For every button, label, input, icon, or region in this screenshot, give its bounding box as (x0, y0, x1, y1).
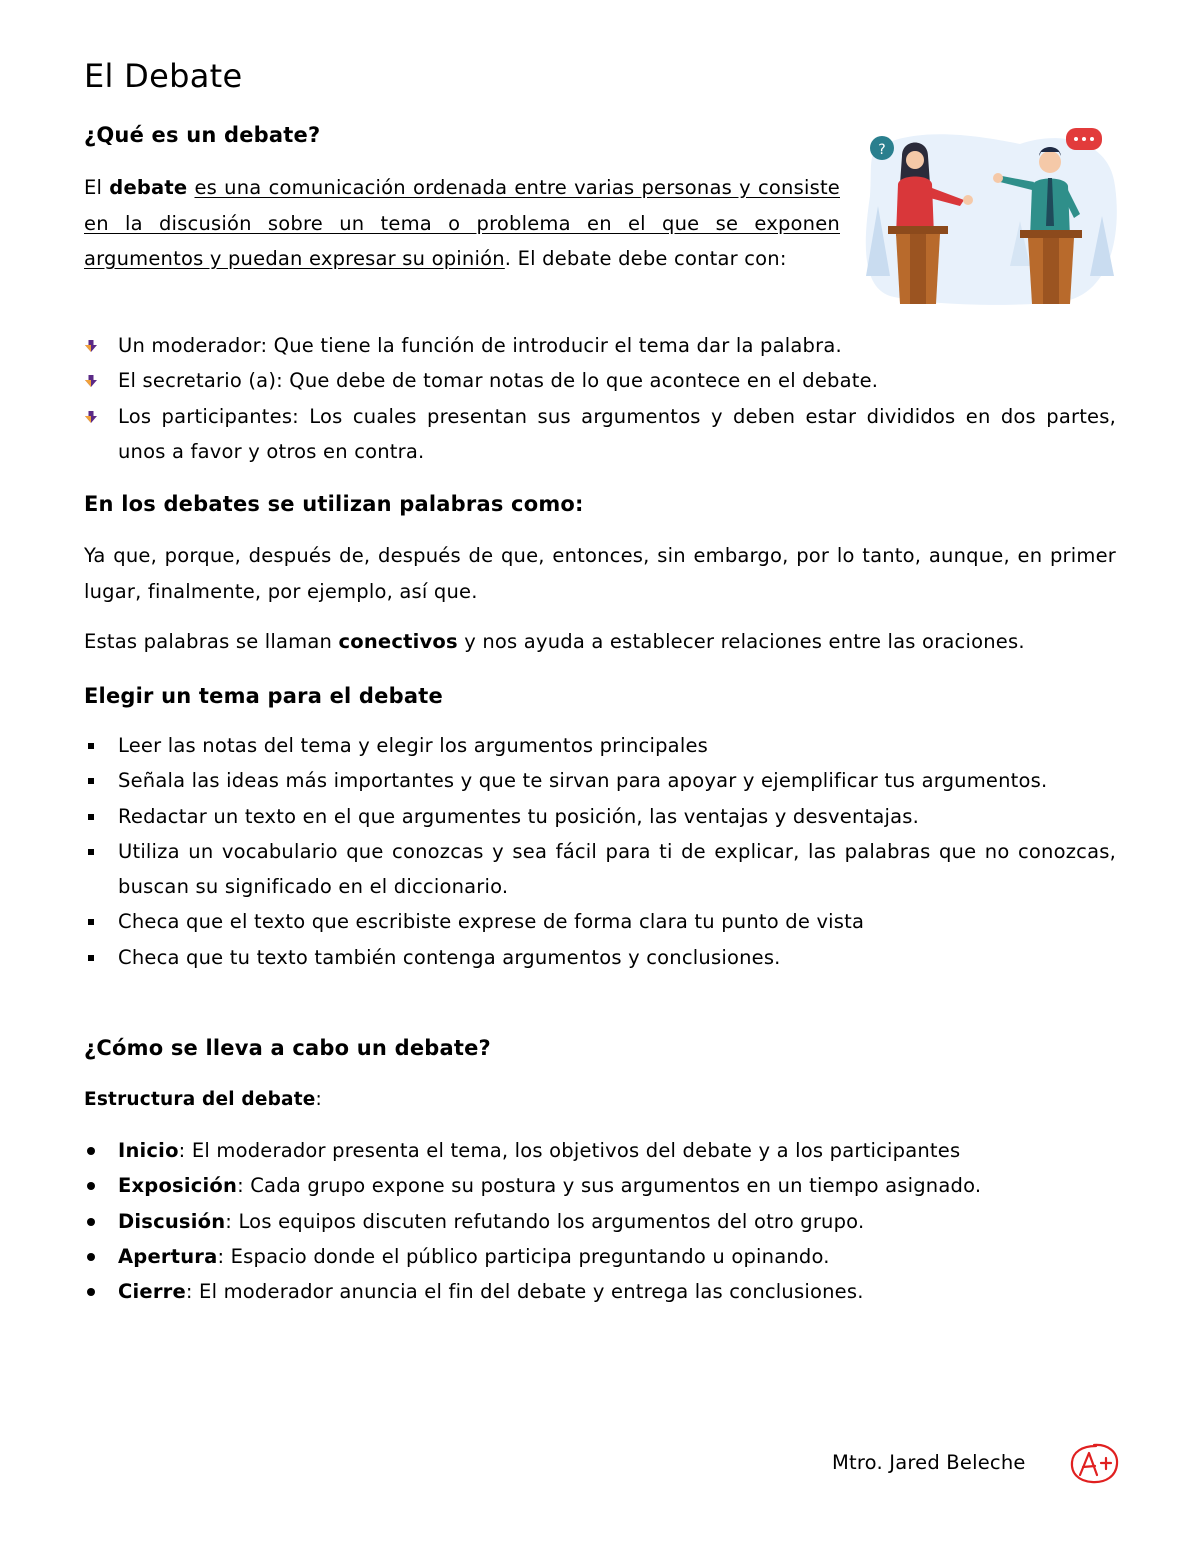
list-item-text: Leer las notas del tema y elegir los argumentos principales (118, 734, 709, 757)
list-item (84, 399, 1116, 470)
topic-steps-list (84, 728, 1116, 975)
intro-bold-word: debate (109, 176, 188, 199)
square-bullet-icon (84, 799, 104, 834)
square-bullet-icon (84, 728, 104, 763)
intro-text-start: El (84, 176, 110, 199)
square-bullet-icon (84, 940, 104, 975)
list-item (84, 1239, 1116, 1274)
section-heading-how-debate: ¿Cómo se lleva a cabo un debate? (84, 1036, 491, 1060)
intro-text-end: . El debate debe contar con: (504, 247, 787, 270)
square-bullet-icon (84, 834, 104, 869)
svg-text:?: ? (878, 142, 886, 158)
dot-bullet-icon (84, 1133, 104, 1168)
dot-bullet-icon (84, 1204, 104, 1239)
structure-text: : El moderador presenta el tema, los objetivos del debate y a los participantes (178, 1139, 961, 1162)
structure-term: Inicio (118, 1139, 179, 1162)
list-item (84, 904, 1116, 939)
connectives-note-end: y nos ayuda a establecer relaciones entre las oraciones. (457, 630, 1025, 653)
arrow-down-icon (84, 328, 104, 363)
intro-definition: es una comunicación ordenada entre varias personas y consiste en la discusión sobre un tema o problema en el que se exponen argumentos y puedan expresar su opinión (84, 176, 840, 270)
structure-subheading (84, 1082, 322, 1118)
list-item (84, 1133, 1116, 1168)
debate-illustration (860, 126, 1120, 306)
list-item-text: Checa que el texto que escribiste exprese de forma clara tu punto de vista (118, 910, 865, 934)
structure-subheading-text: Estructura del debate (84, 1089, 316, 1110)
structure-term: Discusión (118, 1209, 226, 1233)
dot-bullet-icon (84, 1239, 104, 1274)
list-item (84, 834, 1116, 905)
structure-term: Apertura (118, 1244, 218, 1268)
dot-bullet-icon (84, 1168, 104, 1203)
square-bullet-icon (84, 763, 104, 798)
list-item-text: Utiliza un vocabulario que conozcas y sea fácil para ti de explicar, las palabras que no conozcas, buscan su significado en el diccionario. (118, 839, 1116, 899)
list-item (84, 940, 1116, 975)
list-item-text: Señala las ideas más importantes y que te sirvan para apoyar y ejemplificar tus argumentos. (118, 769, 1048, 793)
list-item (84, 1204, 1116, 1239)
roles-list (84, 328, 1116, 469)
connectives-note (84, 624, 1116, 660)
arrow-down-icon (84, 399, 104, 434)
structure-text: : El moderador anuncia el fin del debate y entrega las conclusiones. (185, 1280, 864, 1304)
list-item (84, 1168, 1116, 1203)
list-item (84, 328, 1116, 363)
list-item-text: El secretario (a): Que debe de tomar notas de lo que acontece en el debate. (118, 369, 879, 393)
teacher-signature: Mtro. Jared Beleche (832, 1451, 1026, 1474)
list-item-text: Los participantes: Los cuales presentan sus argumentos y deben estar divididos en dos partes, unos a favor y otros en contra. (118, 404, 1116, 463)
section-heading-choose-topic: Elegir un tema para el debate (84, 684, 443, 708)
square-bullet-icon (84, 904, 104, 939)
connectives-paragraph: Ya que, porque, después de, después de que, entonces, sin embargo, por lo tanto, aunque, en primer lugar, finalmente, por ejemplo, así que. (84, 544, 1116, 603)
list-item (84, 1274, 1116, 1309)
structure-text: : Los equipos discuten refutando los argumentos del otro grupo. (225, 1209, 865, 1233)
structure-text: : Cada grupo expone su postura y sus argumentos en un tiempo asignado. (237, 1174, 982, 1198)
list-item-text: Checa que tu texto también contenga argumentos y conclusiones. (118, 945, 781, 969)
arrow-down-icon (84, 363, 104, 398)
list-item (84, 363, 1116, 398)
connectives-bold-word: conectivos (338, 630, 458, 653)
list-item-text: Un moderador: Que tiene la función de introducir el tema dar la palabra. (118, 334, 842, 357)
list-item (84, 763, 1116, 798)
section-heading-what-is-debate: ¿Qué es un debate? (84, 123, 321, 147)
list-item (84, 728, 1116, 763)
structure-subheading-colon: : (315, 1089, 322, 1110)
list-item-text: Redactar un texto en el que argumentes tu posición, las ventajas y desventajas. (118, 804, 920, 828)
structure-list (84, 1133, 1116, 1309)
section-heading-connectives: En los debates se utilizan palabras como: (84, 492, 584, 516)
page-title: El Debate (84, 57, 243, 95)
connectives-note-start: Estas palabras se llaman (84, 630, 339, 653)
grade-stamp (1068, 1442, 1120, 1486)
dot-bullet-icon (84, 1274, 104, 1309)
list-item (84, 799, 1116, 834)
structure-term: Exposición (118, 1174, 238, 1198)
intro-paragraph (84, 170, 840, 277)
structure-text: : Espacio donde el público participa preguntando u opinando. (217, 1244, 830, 1268)
structure-term: Cierre (118, 1280, 186, 1304)
